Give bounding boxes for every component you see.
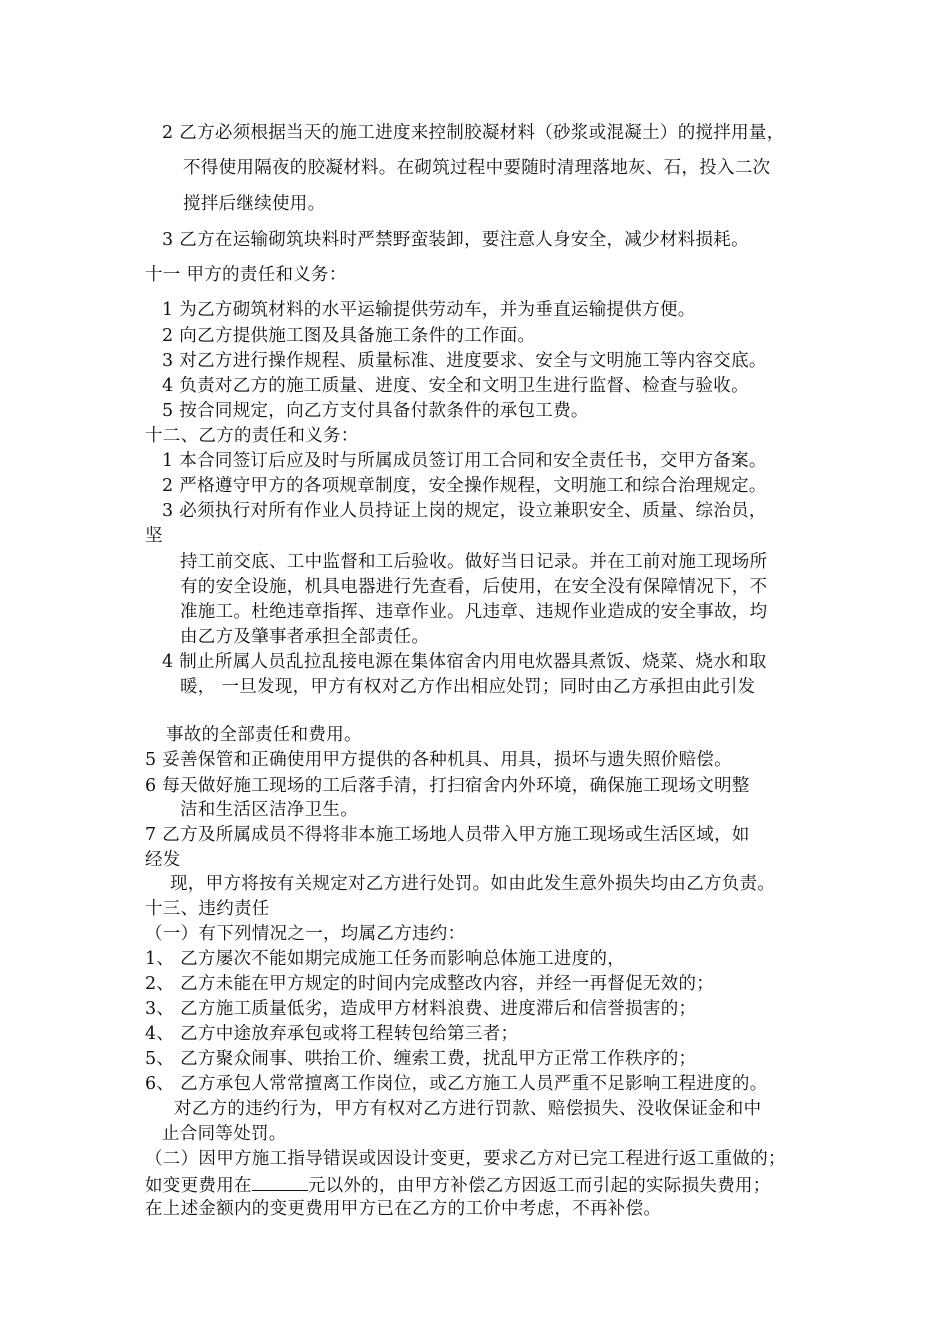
text-line: 对乙方的违约行为，甲方有权对乙方进行罚款、赔偿损失、没收保证金和中: [174, 1099, 762, 1119]
text-line: [145, 1172, 771, 1198]
text-line: 1、 乙方屡次不能如期完成施工任务而影响总体施工进度的，: [145, 949, 626, 969]
text-line: 1 为乙方砌筑材料的水平运输提供劳动车，并为垂直运输提供方便。: [162, 300, 696, 320]
text-line: 4、 乙方中途放弃承包或将工程转包给第三者；: [145, 1024, 519, 1044]
text-line: 3 对乙方进行操作规程、质量标准、进度要求、安全与文明施工等内容交底。: [162, 351, 767, 371]
text-line: 4 负责对乙方的施工质量、进度、安全和文明卫生进行监督、检查与验收。: [162, 376, 749, 396]
section-heading: 十三、违约责任: [145, 899, 270, 919]
text-line: 1 本合同签订后应及时与所属成员签订用工合同和安全责任书，交甲方备案。: [162, 451, 767, 471]
text-line: 6、 乙方承包人常常擅离工作岗位，或乙方施工人员严重不足影响工程进度的。: [145, 1074, 768, 1094]
text-line: 由乙方及肇事者承担全部责任。: [180, 627, 430, 647]
text-line: 7 乙方及所属成员不得将非本施工场地人员带入甲方施工现场或生活区域，如: [145, 825, 750, 845]
text-line: 6 每天做好施工现场的工后落手清，打扫宿舍内外环境，确保施工现场文明整: [145, 776, 750, 796]
text-line: 准施工。杜绝违章指挥、违章作业。凡违章、违规作业造成的安全事故，均: [180, 602, 768, 622]
text-line: 洁和生活区洁净卫生。: [180, 800, 358, 820]
text-segment: 如变更费用在: [145, 1176, 252, 1196]
text-line: 暖， 一旦发现，甲方有权对乙方作出相应处罚；同时由乙方承担由此引发: [180, 677, 756, 697]
text-line: 持工前交底、工中监督和工后验收。做好当日记录。并在工前对施工现场所: [180, 552, 768, 572]
text-line: 5 妥善保管和正确使用甲方提供的各种机具、用具，损坏与遗失照价赔偿。: [145, 750, 732, 770]
text-line: （一）有下列情况之一，均属乙方违约：: [145, 924, 466, 944]
text-line: 现，甲方将按有关规定对乙方进行处罚。如由此发生意外损失均由乙方负责。: [170, 874, 776, 894]
text-line: 5、 乙方聚众闹事、哄抬工价、缠索工费，扰乱甲方正常工作秩序的；: [145, 1049, 697, 1069]
text-line: 3、 乙方施工质量低劣，造成甲方材料浪费、进度滞后和信誉损害的；: [145, 999, 697, 1019]
section-heading: 十一 甲方的责任和义务：: [145, 265, 347, 285]
text-line: 4 制止所属人员乱拉乱接电源在集体宿舍内用电炊器具煮饭、烧菜、烧水和取: [162, 652, 767, 672]
text-line: 2 严格遵守甲方的各项规章制度，安全操作规程，文明施工和综合治理规定。: [162, 476, 767, 496]
text-line: 3 乙方在运输砌筑块料时严禁野蛮装卸，要注意人身安全，减少材料损耗。: [162, 230, 749, 250]
section-heading: 十二、乙方的责任和义务：: [145, 426, 359, 446]
text-line: 2、 乙方未能在甲方规定的时间内完成整改内容，并经一再督促无效的；: [145, 974, 715, 994]
text-line: 2 向乙方提供施工图及具备施工条件的工作面。: [162, 326, 536, 346]
text-line: （二）因甲方施工指导错误或因设计变更，要求乙方对已完工程进行返工重做的；: [145, 1149, 786, 1169]
text-line: 在上述金额内的变更费用甲方已在乙方的工价中考虑，不再补偿。: [145, 1199, 662, 1219]
text-line: 止合同等处罚。: [162, 1124, 287, 1144]
text-line: 5 按合同规定，向乙方支付具备付款条件的承包工费。: [162, 401, 589, 421]
text-line: 事故的全部责任和费用。: [166, 725, 362, 745]
text-line: 坚: [145, 526, 163, 546]
text-segment: 元以外的，由甲方补偿乙方因返工而引起的实际损失费用；: [307, 1176, 771, 1196]
text-line: 有的安全设施，机具电器进行先查看，后使用，在安全没有保障情况下，不: [180, 577, 768, 597]
text-line: 2 乙方必须根据当天的施工进度来控制胶凝材料（砂浆或混凝土）的搅拌用量，: [162, 123, 785, 143]
blank-underline: [252, 1172, 308, 1191]
text-line: 不得使用隔夜的胶凝材料。在砌筑过程中要随时清理落地灰、石，投入二次: [183, 158, 771, 178]
text-line: 搅拌后继续使用。: [183, 194, 326, 214]
text-line: 3 必须执行对所有作业人员持证上岗的规定，设立兼职安全、质量、综治员，: [162, 501, 767, 521]
text-line: 经发: [145, 850, 181, 870]
